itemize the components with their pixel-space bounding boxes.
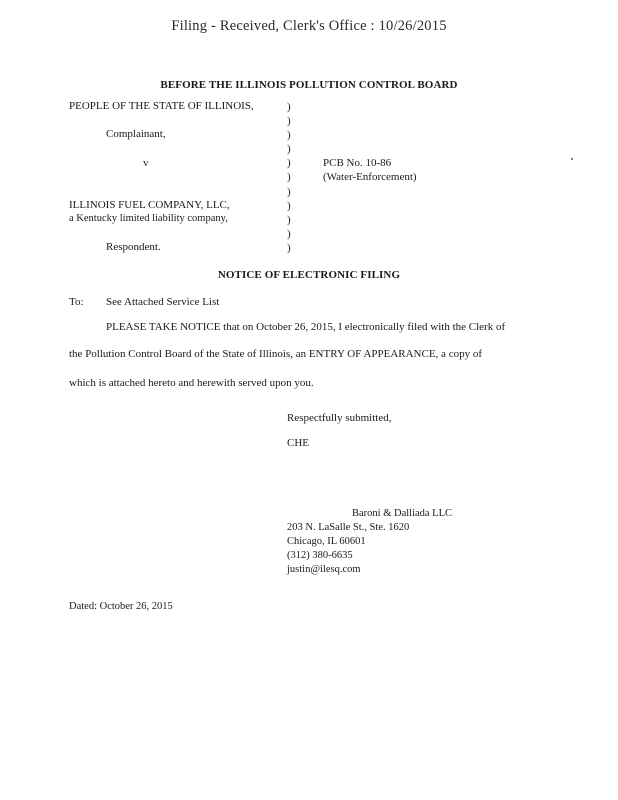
body-line-1: PLEASE TAKE NOTICE that on October 26, 2015, I electronically filed with the Clerk of (106, 321, 506, 333)
caption-paren: ) (287, 199, 291, 212)
case-type: (Water-Enforcement) (323, 171, 417, 183)
caption-paren: ) (287, 213, 291, 226)
scan-speck (571, 158, 573, 160)
defendant-name: ILLINOIS FUEL COMPANY, LLC, (69, 199, 230, 211)
caption-paren: ) (287, 101, 291, 113)
caption-paren: ) (287, 241, 291, 254)
filing-stamp: Filing - Received, Clerk's Office : 10/26/2015 (171, 18, 447, 34)
case-number: PCB No. 10-86 (323, 157, 392, 169)
signature-name: CHE (287, 437, 309, 449)
body-line-3: which is attached hereto and herewith served upon you. (69, 377, 314, 389)
respondent-label: Respondent. (106, 241, 161, 253)
caption-parentheses (287, 100, 291, 255)
board-heading: BEFORE THE ILLINOIS POLLUTION CONTROL BOARD (160, 79, 458, 91)
dated-line: Dated: October 26, 2015 (69, 601, 173, 612)
defendant-description: a Kentucky limited liability company, (69, 213, 228, 224)
caption-paren: ) (287, 115, 291, 128)
to-value: See Attached Service List (106, 296, 220, 308)
caption-paren: ) (287, 129, 291, 142)
caption-paren: ) (287, 185, 291, 198)
firm-name: Baroni & Dalliada LLC (352, 508, 453, 519)
firm-city: Chicago, IL 60601 (287, 536, 366, 547)
firm-street: 203 N. LaSalle St., Ste. 1620 (287, 522, 410, 533)
notice-title: NOTICE OF ELECTRONIC FILING (217, 269, 401, 281)
versus-label: v (143, 157, 149, 169)
to-label: To: (69, 296, 84, 308)
firm-phone: (312) 380-6635 (287, 550, 353, 561)
plaintiff-name: PEOPLE OF THE STATE OF ILLINOIS, (69, 100, 254, 112)
caption-paren: ) (287, 171, 291, 184)
complainant-label: Complainant, (106, 128, 166, 140)
caption-paren: ) (287, 227, 291, 240)
firm-email: justin@ilesq.com (287, 564, 361, 575)
caption-paren: ) (287, 157, 291, 170)
signature-closing: Respectfully submitted, (287, 412, 392, 424)
caption-paren: ) (287, 143, 291, 156)
body-line-2: the Pollution Control Board of the State of Illinois, an ENTRY OF APPEARANCE, a copy of (69, 348, 482, 360)
